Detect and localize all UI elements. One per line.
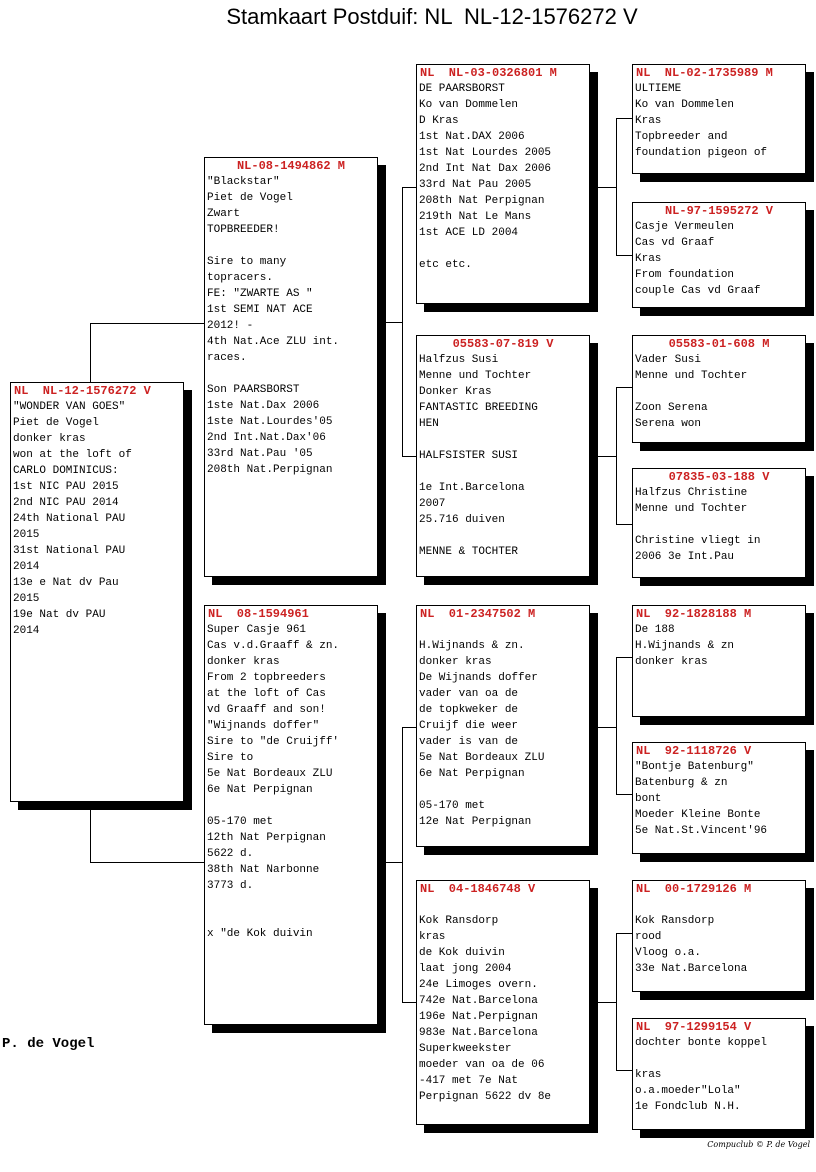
- detail-line: FANTASTIC BREEDING: [419, 402, 538, 414]
- detail-line: Kok Ransdorp: [419, 915, 499, 927]
- detail-line: [635, 897, 803, 913]
- detail-line: 6e Nat Perpignan: [419, 768, 525, 780]
- detail-line: 05-170 met: [207, 816, 274, 828]
- detail-line: [419, 464, 587, 480]
- detail-line: 2012! -: [207, 320, 254, 332]
- detail-line: Halfzus Christine: [635, 487, 748, 499]
- detail-line: Casje Vermeulen: [635, 221, 735, 233]
- detail-line: Menne und Tochter: [419, 370, 532, 382]
- detail-line: kras: [419, 931, 446, 943]
- card-details: [417, 622, 589, 830]
- ring-number: NL 92-1118726 V: [636, 744, 752, 758]
- connector-dd-out: [596, 1002, 616, 1003]
- detail-line: Vader Susi: [635, 354, 702, 366]
- page-title: Stamkaart Postduif: NL NL-12-1576272 V: [226, 4, 638, 29]
- detail-line: DE PAARSBORST: [419, 83, 505, 95]
- connector-ss-out: [596, 187, 616, 188]
- connector-to-sire: [90, 323, 204, 324]
- detail-line: 24e Limoges overn.: [419, 979, 538, 991]
- detail-line: 24th National PAU: [13, 513, 126, 525]
- pedigree-card-sire: [204, 157, 378, 577]
- detail-line: [419, 528, 587, 544]
- detail-line: 12th Nat Perpignan: [207, 832, 326, 844]
- connector-sire-out: [384, 322, 402, 323]
- detail-line: Perpignan 5622 dv 8e: [419, 1091, 552, 1103]
- ring-number: NL NL-12-1576272 V: [14, 384, 151, 398]
- detail-line: 208th Nat.Perpignan: [207, 464, 333, 476]
- detail-line: 1st Nat Lourdes 2005: [419, 147, 552, 159]
- detail-line: 33rd Nat Pau 2005: [419, 179, 532, 191]
- detail-line: 2015: [13, 593, 40, 605]
- detail-line: etc etc.: [419, 259, 472, 271]
- pedigree-card-ddd: [632, 1018, 806, 1130]
- detail-line: rood: [635, 931, 662, 943]
- connector-to-dam: [90, 862, 204, 863]
- detail-line: "Blackstar": [207, 176, 280, 188]
- detail-line: Ko van Dommelen: [635, 99, 735, 111]
- detail-line: 12e Nat Perpignan: [419, 816, 532, 828]
- detail-line: Donker Kras: [419, 386, 492, 398]
- pedigree-card-dsd: [632, 742, 806, 854]
- detail-line: 1st NIC PAU 2015: [13, 481, 119, 493]
- detail-line: Halfzus Susi: [419, 354, 499, 366]
- detail-line: FE: "ZWARTE AS ": [207, 288, 313, 300]
- card-details: [417, 352, 589, 560]
- detail-line: Christine vliegt in: [635, 535, 761, 547]
- ring-number: NL 04-1846748 V: [420, 882, 536, 896]
- pedigree-card-dam: [204, 605, 378, 1025]
- detail-line: 25.716 duiven: [419, 514, 505, 526]
- pedigree-card-sire-dam: [416, 335, 590, 577]
- detail-line: 2nd NIC PAU 2014: [13, 497, 119, 509]
- ring-number: NL NL-03-0326801 M: [420, 66, 557, 80]
- detail-line: H.Wijnands & zn: [635, 640, 735, 652]
- detail-line: 196e Nat.Perpignan: [419, 1011, 538, 1023]
- connector-ds-out: [596, 727, 616, 728]
- detail-line: 1st Nat.DAX 2006: [419, 131, 525, 143]
- card-details: [633, 485, 805, 565]
- detail-line: 5622 d.: [207, 848, 254, 860]
- detail-line: donker kras: [635, 656, 708, 668]
- detail-line: [419, 622, 587, 638]
- connector-sd-spine: [616, 387, 617, 525]
- detail-line: Kras: [635, 115, 662, 127]
- detail-line: Kok Ransdorp: [635, 915, 715, 927]
- ring-number: NL NL-02-1735989 M: [636, 66, 773, 80]
- detail-line: vd Graaff and son!: [207, 704, 326, 716]
- detail-line: de topkweker de: [419, 704, 519, 716]
- detail-line: Sire to "de Cruijff': [207, 736, 340, 748]
- detail-line: 742e Nat.Barcelona: [419, 995, 538, 1007]
- detail-line: Vloog o.a.: [635, 947, 702, 959]
- detail-line: "WONDER VAN GOES": [13, 401, 126, 413]
- detail-line: [635, 517, 803, 533]
- detail-line: CARLO DOMINICUS:: [13, 465, 119, 477]
- pedigree-card-dss: [632, 605, 806, 717]
- detail-line: [207, 894, 375, 910]
- ring-number: NL 08-1594961: [208, 607, 309, 621]
- card-details: [417, 81, 589, 273]
- ring-number: NL 97-1299154 V: [636, 1020, 752, 1034]
- detail-line: races.: [207, 352, 247, 364]
- detail-line: 1e Int.Barcelona: [419, 482, 525, 494]
- detail-line: 208th Nat Perpignan: [419, 195, 545, 207]
- card-details: [633, 897, 805, 977]
- card-details: [633, 759, 805, 839]
- ring-number: NL-08-1494862 M: [236, 159, 346, 173]
- detail-line: 13e e Nat dv Pau: [13, 577, 119, 589]
- pedigree-card-subject: [10, 382, 184, 802]
- detail-line: H.Wijnands & zn.: [419, 640, 525, 652]
- ring-number: NL 01-2347502 M: [420, 607, 536, 621]
- detail-line: [635, 1051, 803, 1067]
- detail-line: vader van oa de: [419, 688, 519, 700]
- detail-line: [207, 910, 375, 926]
- detail-line: 6e Nat Perpignan: [207, 784, 313, 796]
- pedigree-card-sdd: [632, 468, 806, 578]
- detail-line: 5e Nat Bordeaux ZLU: [419, 752, 545, 764]
- detail-line: 1ste Nat.Dax 2006: [207, 400, 320, 412]
- detail-line: 19e Nat dv PAU: [13, 609, 106, 621]
- detail-line: [419, 782, 587, 798]
- detail-line: [419, 432, 587, 448]
- detail-line: HEN: [419, 418, 439, 430]
- detail-line: [207, 366, 375, 382]
- detail-line: bont: [635, 793, 662, 805]
- detail-line: won at the loft of: [13, 449, 132, 461]
- detail-line: Topbreeder and: [635, 131, 728, 143]
- detail-line: ULTIEME: [635, 83, 682, 95]
- detail-line: "Wijnands doffer": [207, 720, 320, 732]
- detail-line: 219th Nat Le Mans: [419, 211, 532, 223]
- detail-line: donker kras: [207, 656, 280, 668]
- connector-dd-spine: [616, 933, 617, 1071]
- detail-line: HALFSISTER SUSI: [419, 450, 519, 462]
- connector-sd-out: [596, 456, 616, 457]
- detail-line: "Bontje Batenburg": [635, 761, 754, 773]
- card-details: [205, 622, 377, 942]
- card-details: [633, 219, 805, 299]
- detail-line: Menne und Tochter: [635, 503, 748, 515]
- card-details: [633, 81, 805, 161]
- owner-name: P. de Vogel: [2, 1036, 95, 1052]
- detail-line: 2006 3e Int.Pau: [635, 551, 735, 563]
- detail-line: 2014: [13, 625, 40, 637]
- detail-line: laat jong 2004: [419, 963, 512, 975]
- detail-line: [419, 897, 587, 913]
- detail-line: Sire to many: [207, 256, 287, 268]
- detail-line: Menne und Tochter: [635, 370, 748, 382]
- detail-line: From 2 topbreeders: [207, 672, 326, 684]
- detail-line: Serena won: [635, 418, 702, 430]
- detail-line: Sire to: [207, 752, 254, 764]
- detail-line: Super Casje 961: [207, 624, 307, 636]
- detail-line: 3773 d.: [207, 880, 254, 892]
- pedigree-card-sire-sire: [416, 64, 590, 304]
- ring-number: 05583-01-608 M: [668, 337, 770, 351]
- connector-ss-spine: [616, 118, 617, 256]
- detail-line: Moeder Kleine Bonte: [635, 809, 761, 821]
- detail-line: foundation pigeon of: [635, 147, 768, 159]
- detail-line: [419, 241, 587, 257]
- detail-line: 33e Nat.Barcelona: [635, 963, 748, 975]
- ring-number: NL-97-1595272 V: [664, 204, 774, 218]
- detail-line: D Kras: [419, 115, 459, 127]
- detail-line: Piet de Vogel: [207, 192, 293, 204]
- detail-line: 31st National PAU: [13, 545, 126, 557]
- detail-line: 2nd Int.Nat.Dax'06: [207, 432, 326, 444]
- detail-line: 2015: [13, 529, 40, 541]
- detail-line: 33rd Nat.Pau '05: [207, 448, 313, 460]
- detail-line: Piet de Vogel: [13, 417, 99, 429]
- ring-number: NL 00-1729126 M: [636, 882, 752, 896]
- detail-line: Cas vd Graaf: [635, 237, 715, 249]
- detail-line: MENNE & TOCHTER: [419, 546, 519, 558]
- pedigree-card-sss: [632, 64, 806, 174]
- ring-number: 05583-07-819 V: [452, 337, 554, 351]
- detail-line: From foundation: [635, 269, 735, 281]
- detail-line: 983e Nat.Barcelona: [419, 1027, 538, 1039]
- detail-line: 5e Nat.St.Vincent'96: [635, 825, 768, 837]
- detail-line: donker kras: [13, 433, 86, 445]
- detail-line: Son PAARSBORST: [207, 384, 300, 396]
- detail-line: 05-170 met: [419, 800, 486, 812]
- detail-line: moeder van oa de 06: [419, 1059, 545, 1071]
- connector-dam-out: [384, 862, 402, 863]
- detail-line: Batenburg & zn: [635, 777, 728, 789]
- detail-line: couple Cas vd Graaf: [635, 285, 761, 297]
- detail-line: at the loft of Cas: [207, 688, 326, 700]
- card-details: [633, 1035, 805, 1115]
- connector-sire-spine: [402, 187, 403, 457]
- detail-line: -417 met 7e Nat: [419, 1075, 519, 1087]
- detail-line: Zoon Serena: [635, 402, 708, 414]
- card-details: [633, 622, 805, 670]
- detail-line: 1e Fondclub N.H.: [635, 1101, 741, 1113]
- detail-line: topracers.: [207, 272, 274, 284]
- detail-line: kras: [635, 1069, 662, 1081]
- detail-line: de Kok duivin: [419, 947, 505, 959]
- detail-line: [207, 798, 375, 814]
- detail-line: 2014: [13, 561, 40, 573]
- pedigree-card-dam-dam: [416, 880, 590, 1125]
- detail-line: Kras: [635, 253, 662, 265]
- detail-line: Zwart: [207, 208, 241, 220]
- detail-line: Cruijf die weer: [419, 720, 519, 732]
- detail-line: De 188: [635, 624, 675, 636]
- detail-line: Superkweekster: [419, 1043, 512, 1055]
- detail-line: 4th Nat.Ace ZLU int.: [207, 336, 340, 348]
- card-details: [205, 174, 377, 478]
- connector-dam-spine: [402, 727, 403, 1003]
- detail-line: x "de Kok duivin: [207, 928, 313, 940]
- card-details: [633, 352, 805, 432]
- detail-line: [635, 384, 803, 400]
- card-details: [11, 399, 183, 639]
- detail-line: 2007: [419, 498, 446, 510]
- pedigree-card-dam-sire: [416, 605, 590, 847]
- detail-line: 1st ACE LD 2004: [419, 227, 519, 239]
- detail-line: Cas v.d.Graaff & zn.: [207, 640, 340, 652]
- detail-line: 2nd Int Nat Dax 2006: [419, 163, 552, 175]
- pedigree-card-dds: [632, 880, 806, 992]
- detail-line: donker kras: [419, 656, 492, 668]
- card-details: [417, 897, 589, 1105]
- detail-line: 5e Nat Bordeaux ZLU: [207, 768, 333, 780]
- detail-line: dochter bonte koppel: [635, 1037, 768, 1049]
- ring-number: 07835-03-188 V: [668, 470, 770, 484]
- software-credit: Compuclub © P. de Vogel: [707, 1140, 810, 1149]
- pedigree-card-ssd: [632, 202, 806, 308]
- detail-line: TOPBREEDER!: [207, 224, 280, 236]
- detail-line: 1ste Nat.Lourdes'05: [207, 416, 333, 428]
- pedigree-card-sds: [632, 335, 806, 443]
- detail-line: o.a.moeder"Lola": [635, 1085, 741, 1097]
- connector-ds-spine: [616, 657, 617, 795]
- detail-line: vader is van de: [419, 736, 519, 748]
- detail-line: De Wijnands doffer: [419, 672, 538, 684]
- detail-line: 38th Nat Narbonne: [207, 864, 320, 876]
- detail-line: [207, 238, 375, 254]
- detail-line: 1st SEMI NAT ACE: [207, 304, 313, 316]
- detail-line: Ko van Dommelen: [419, 99, 519, 111]
- ring-number: NL 92-1828188 M: [636, 607, 752, 621]
